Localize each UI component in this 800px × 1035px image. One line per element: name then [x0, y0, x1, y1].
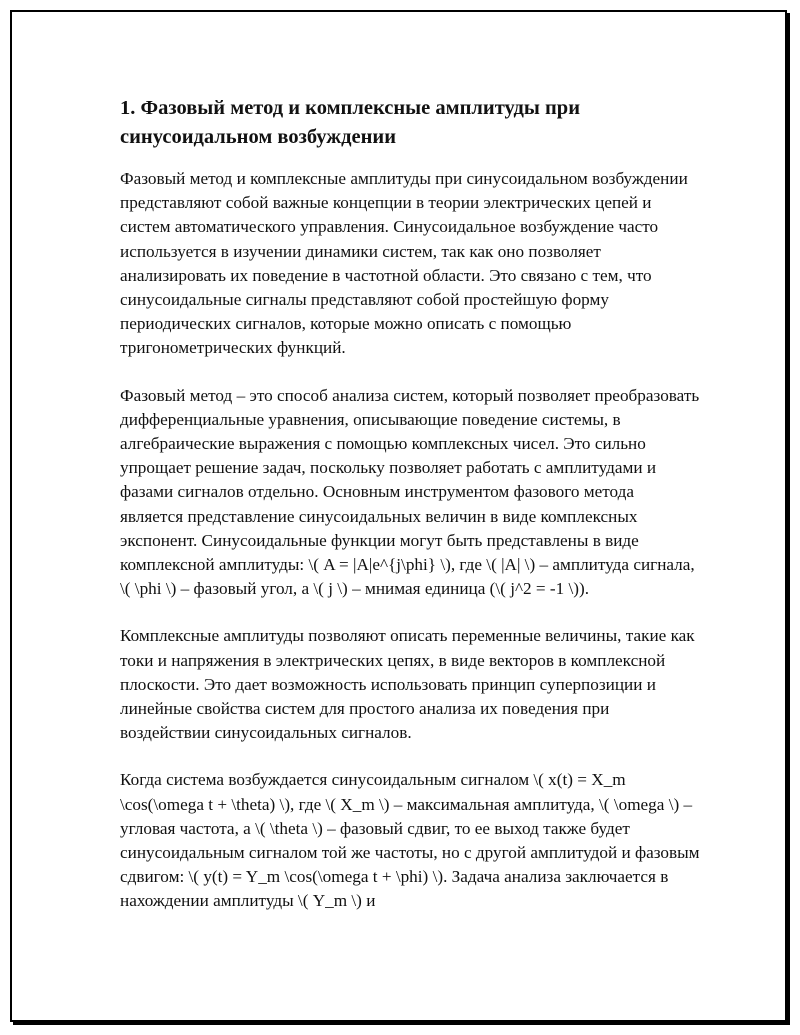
- paragraph-phasor-method: Фазовый метод – это способ анализа систем, который позволяет преобразовать дифференциальные уравнения, описывающие поведение системы, в алгебраические выражения с помощью комплексных чисел. Это сильно упрощает решение задач, поскольку позволяет работать с амплитудами и фазами сигналов отдельно. Основным инструментом фазового метода является представление синусоидальных величин в виде комплексных экспонент. Синусоидальные функции могут быть представлены в виде комплексной амплитуды: \( A = |A|e^{j\phi} \), где \( |A| \) – амплитуда сигнала, \( \phi \) – фазовый угол, а \( j \) – мнимая единица (\( j^2 = -1 \)).: [120, 385, 700, 599]
- paragraph-intro: Фазовый метод и комплексные амплитуды при синусоидальном возбуждении представляют собой важные концепции в теории электрических цепей и систем автоматического управления. Синусоидальное возбуждение часто используется в изучении динамики систем, так как оно позволяет анализировать их поведение в частотной области. Это связано с тем, что синусоидальные сигналы представляют собой простейшую форму периодических сигналов, которые можно описать с помощью тригонометрических функций.: [120, 169, 688, 358]
- section-title: 1. Фазовый метод и комплексные амплитуды при синусоидальном возбуждении: [120, 97, 581, 148]
- document-page: [10, 10, 787, 1022]
- paragraph-sinusoidal-excitation: Когда система возбуждается синусоидальным сигналом \( x(t) = X_m \cos(\omega t + \theta) \), где \( X_m \) – максимальная амплитуда, \( \omega \) – угловая частота, а \( \theta \) – фазовый сдвиг, то ее выход также будет синусоидальным сигналом той же частоты, но с другой амплитудой и фазовым сдвигом: \( y(t) = Y_m \cos(\omega t + \phi) \). Задача анализа заключается в нахождении амплитуды \( Y_m \) и: [120, 770, 700, 911]
- document-body: [120, 94, 700, 937]
- paragraph-complex-amplitudes: Комплексные амплитуды позволяют описать переменные величины, такие как токи и напряжения в электрических цепях, в виде векторов в комплексной плоскости. Это дает возможность использовать принцип суперпозиции и линейные свойства систем для простого анализа их поведения при воздействии синусоидальных сигналов.: [120, 626, 695, 743]
